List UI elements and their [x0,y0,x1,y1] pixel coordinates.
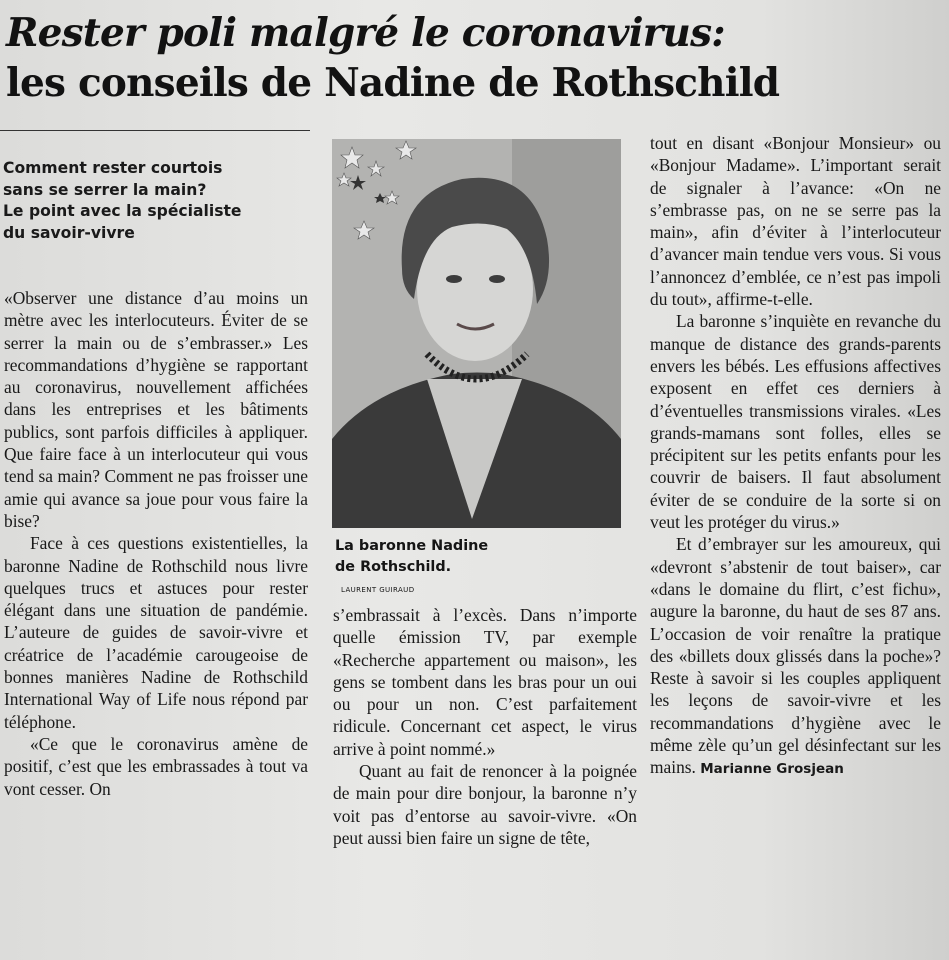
paragraph: Quant au fait de renoncer à la poignée de main pour dire bonjour, la baronne n’y voit pas d’entorse au savoir-vivre. «On peut aussi bien faire un signe de tête, [333,761,637,848]
body-column-2 [333,604,637,849]
photo-credit: LAURENT GUIRAUD [341,586,415,594]
lead-line: Le point avec la spécialiste [3,202,242,220]
portrait-illustration [332,139,621,528]
caption-line-2: de Rothschild. [335,559,452,575]
paragraph [650,533,941,780]
lead-line: du savoir-vivre [3,223,135,242]
body-column-3 [650,132,941,781]
photo-caption [335,536,625,601]
portrait-photo [332,139,621,528]
paragraph: «Observer une distance d’au moins un mètre avec les interlocuteurs. Éviter de se serrer la main ou de s’embrasser.» Les recommandations d’hygiène se rapportant au coronavirus, nouvellement affichées dans les entreprises et les bâtiments publics, sont parfois difficiles à appliquer. Que faire face à un interlocuteur qui vous tend sa main? Comment ne pas froisser une amie qui avance sa joue pour vous faire la bise? [4,288,308,531]
author-byline: Marianne Grosjean [700,761,844,778]
paragraph: Face à ces questions existentielles, la baronne Nadine de Rothschild nous livre quelques trucs et astuces pour rester élégant dans une situation de pandémie. L’auteure de guides de savoir-vivre et créatrice de l’académie carougeoise de bonnes manières Nadine de Rothschild International Way of Life nous répond par téléphone. [4,533,308,732]
headline-line-2: les conseils de Nadine de Rothschild [6,60,780,106]
body-column-1 [4,287,308,800]
caption-line-1: La baronne Nadine [335,538,489,554]
headline-line-1: Rester poli malgré le coronavirus: [6,10,725,56]
lead-divider [0,130,310,131]
paragraph-text: Et d’embrayer sur les amoureux, qui «devront s’abstenir de tout baiser», car «dans le domaine du flirt, c’est fichu», augure la baronne, du haut de ses 87 ans. L’occasion de voir renaître la pratique des «billets doux glissés dans la poche»? Reste à savoir si les couples appliquent les leçons de savoir-vivre et les recommandations d’hygiène avec le même zèle qu’un gel désinfectant sur les mains. [650,534,941,778]
article-headline [6,8,941,108]
paragraph: s’embrassait à l’excès. Dans n’importe quelle émission TV, par exemple «Recherche appartement ou maison», les gens se tombent dans les bras pour un oui ou pour un non. C’est parfaitement ridicule. Concernant cet aspect, le virus arrive à point nommé.» [333,605,637,759]
paragraph: «Ce que le coronavirus amène de positif, c’est que les embrassades à tout va vont cesser. On [4,733,308,799]
article-lead [3,158,308,244]
paragraph: La baronne s’inquiète en revanche du manque de distance des grands-parents envers les bébés. Les effusions affectives exposent en effet ces derniers à d’éventuelles transmissions virales. «Les grands-mamans sont folles, elles se précipitent sur les petits enfants pour les couvrir de baisers. Il faut absolument éviter de se conduire de la sorte si on veut les protéger du virus.» [650,311,941,533]
paragraph: tout en disant «Bonjour Monsieur» ou «Bonjour Madame». L’important serait de signaler à l’avance: «On ne s’embrasse pas, on ne se serre pas la main», afin d’éviter à l’interlocuteur d’avancer main tendue vers vous. Si vous l’annoncez d’emblée, ce n’est pas impoli du tout», affirme-t-elle. [650,133,941,310]
lead-line: sans se serrer la main? [3,180,207,199]
lead-line: Comment rester courtois [3,159,223,177]
